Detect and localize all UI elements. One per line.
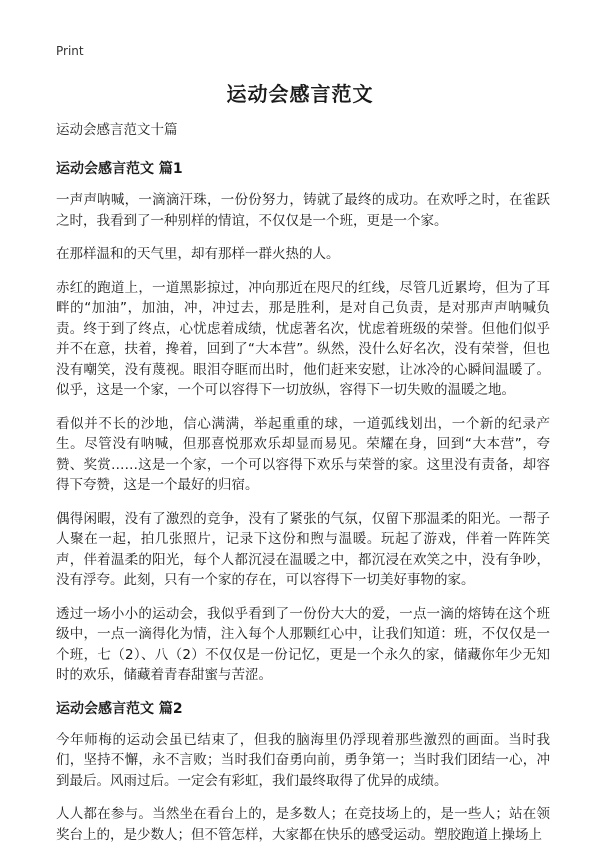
page-title: 运动会感言范文: [226, 82, 374, 106]
paragraph: 一声声呐喊，一滴滴汗珠，一份份努力，铸就了最终的成功。在欢呼之时，在雀跃之时，我看到了一种别样的情谊，不仅仅是一个班，更是一个家。: [56, 192, 550, 229]
paragraph: 透过一场小小的运动会，我似乎看到了一份份大大的爱，一点一滴的熔铸在这个班级中，一点一滴得化为情，注入每个人那颗红心中，让我们知道：班，不仅仅是一个班，七（2）、八（2）不仅仅是一份记忆，更是一个永久的家，储藏你年少无知时的欢乐，储藏着青春甜蜜与苦涩。: [56, 605, 550, 683]
document-body: [56, 120, 550, 858]
paragraph: 今年师梅的运动会虽已结束了，但我的脑海里仍浮现着那些激烈的画面。当时我们，坚持不懈，永不言败；当时我们奋勇向前，勇争第一；当时我们团结一心，冲到最后。风雨过后。一定会有彩虹，我们最终取得了优异的成绩。: [56, 731, 550, 789]
paragraph: 在那样温和的天气里，却有那样一群火热的人。: [56, 246, 340, 262]
paragraph: 偶得闲暇，没有了激烈的竞争，没有了紧张的气氛，仅留下那温柔的阳光。一帮子人聚在一起，拍几张照片，记录下这份和煦与温暖。玩起了游戏，伴着一阵阵笑声，伴着温柔的阳光，每个人都沉浸在温暖之中，都沉浸在欢笑之中，没有争吵，没有浮夸。此刻，只有一个家的存在，可以容得下一切美好事物的家。: [56, 510, 550, 588]
print-label: Print: [56, 44, 84, 58]
section-heading: 运动会感言范文 篇2: [56, 700, 183, 717]
paragraph: 赤红的跑道上，一道黑影掠过，冲向那近在咫尺的红线，尽管几近累垮，但为了耳畔的“加油”，加油，冲，冲过去，那是胜利，是对自己负责，是对那声声呐喊负责。终于到了终点，心忧虑着成绩，忧虑著名次，忧虑着班级的荣誉。但他们似乎并不在意，扶着，搀着，回到了“大本营”。纵然，没什么好名次，没有荣誉，但也没有嘲笑，没有蔑视。眼泪夺眶而出时，他们赶来安慰，让冰冷的心瞬间温暖了。似乎，这是一个家，一个可以容得下一切放纵，容得下一切失败的温暖之地。: [56, 279, 550, 398]
document-subtitle: 运动会感言范文十篇: [56, 122, 178, 138]
section-heading: 运动会感言范文 篇1: [56, 161, 183, 177]
section-2: [56, 699, 550, 846]
section-1: [56, 159, 550, 686]
paragraph: 人人都在参与。当然坐在看台上的，是多数人；在竞技场上的，是一些人；站在领奖台上的，是少数人；但不管怎样，大家都在快乐的感受运动。塑胶跑道上操场上: [56, 806, 550, 843]
paragraph: 看似并不长的沙地，信心满满，举起重重的球，一道弧线划出，一个新的纪录产生。尽管没有呐喊，但那喜悦那欢乐却显而易见。荣耀在身，回到“大本营”，夸赞、奖赏……这是一个家，一个可以容得下欢乐与荣誉的家。这里没有责备，却容得下夸赞，这是一个最好的归宿。: [56, 415, 550, 493]
